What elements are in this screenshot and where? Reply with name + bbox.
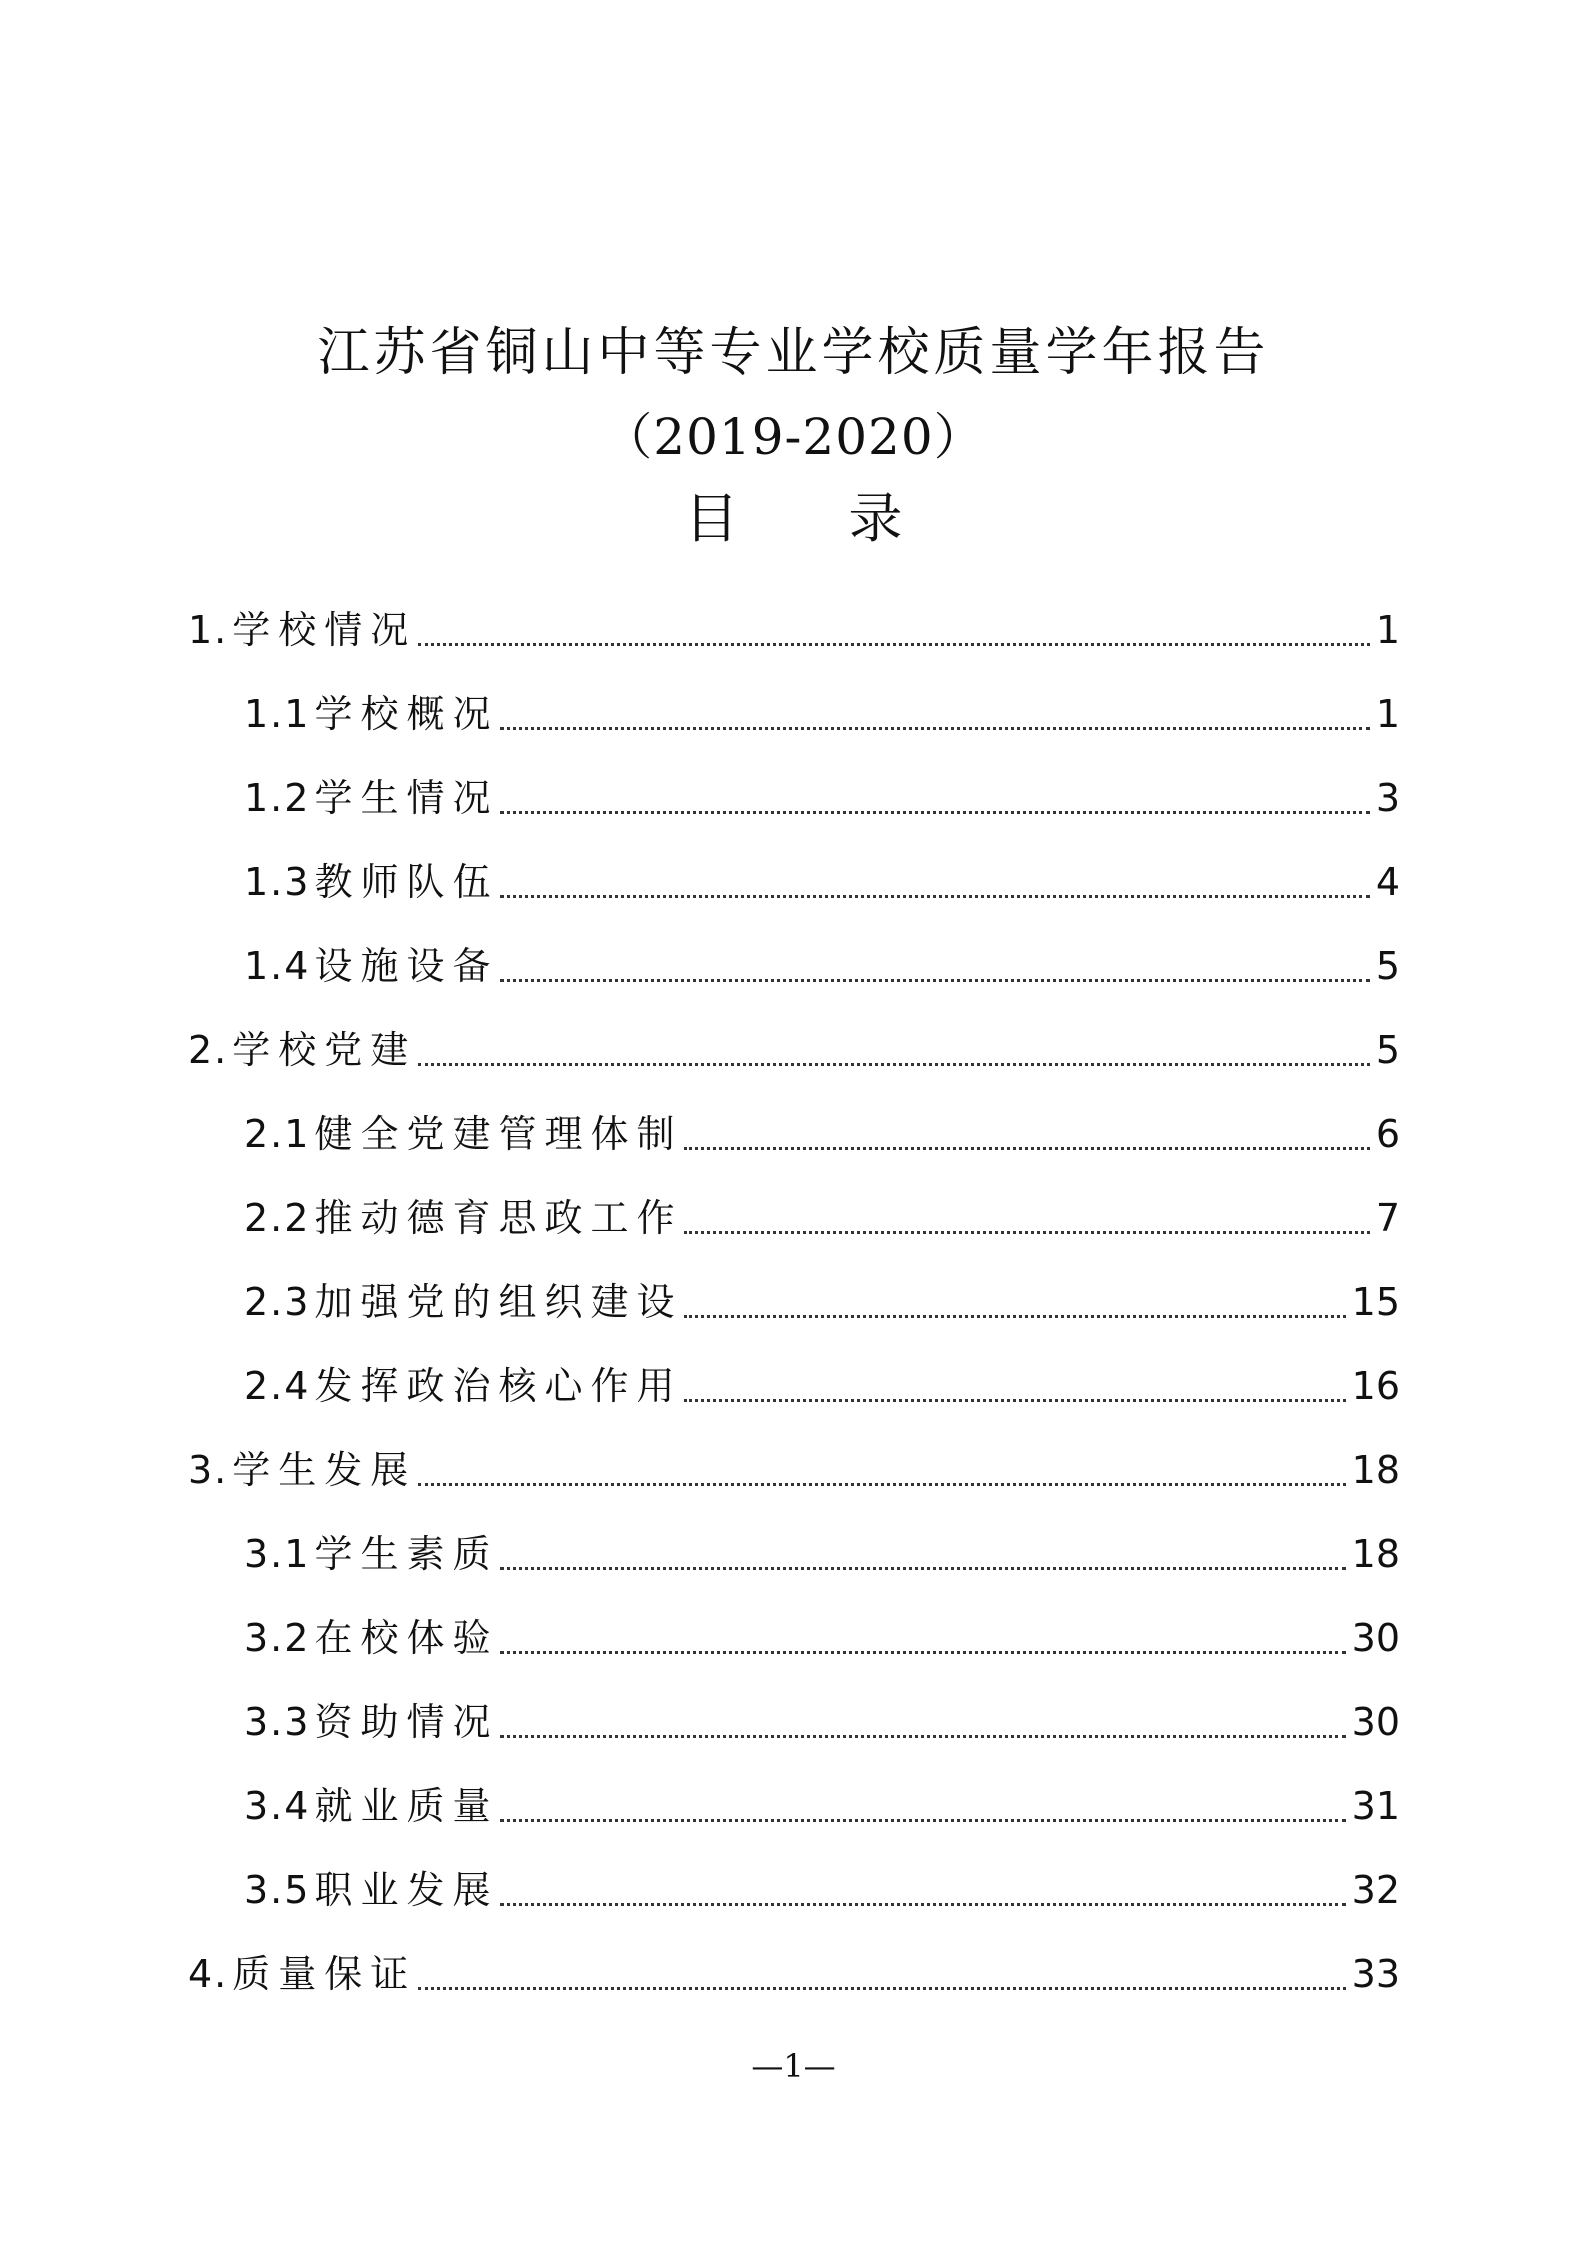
toc-entry-label: 职业发展	[314, 1868, 499, 1912]
toc-entry-label: 发挥政治核心作用	[314, 1364, 683, 1408]
toc-entry-label: 学生素质	[314, 1532, 499, 1576]
toc-entry-page: 5	[1375, 1028, 1400, 1072]
toc-entry-number: 4.	[188, 1952, 229, 1996]
toc-entry-3-4[interactable]	[244, 1776, 1400, 1836]
toc-entry-number: 2.2	[244, 1196, 311, 1240]
toc-entry-number: 3.	[188, 1448, 229, 1492]
dot-leader	[418, 1063, 1370, 1066]
toc-entry-number: 2.4	[244, 1364, 311, 1408]
toc-entry-page: 16	[1351, 1364, 1400, 1408]
dot-leader	[500, 1651, 1345, 1654]
toc-entry-1-4[interactable]	[244, 936, 1400, 996]
toc-entry-label: 就业质量	[314, 1784, 499, 1828]
page-number: —1—	[751, 2047, 836, 2085]
toc-entry-2-1[interactable]	[244, 1104, 1400, 1164]
toc-entry-1[interactable]	[188, 600, 1400, 660]
toc-entry-number: 1.2	[244, 776, 311, 820]
toc-entry-label: 推动德育思政工作	[314, 1196, 683, 1240]
toc-entry-number: 3.2	[244, 1616, 311, 1660]
toc-entry-number: 1.3	[244, 860, 311, 904]
toc-entry-page: 18	[1351, 1448, 1400, 1492]
toc-entry-label: 加强党的组织建设	[314, 1280, 683, 1324]
dot-leader	[500, 1567, 1345, 1570]
document-title: 江苏省铜山中等专业学校质量学年报告	[317, 323, 1270, 383]
dot-leader	[500, 895, 1369, 898]
toc-entry-number: 2.1	[244, 1112, 311, 1156]
toc-entry-number: 3.1	[244, 1532, 311, 1576]
toc-entry-label: 学校概况	[314, 692, 499, 736]
toc-entry-1-2[interactable]	[244, 768, 1400, 828]
dot-leader	[500, 727, 1369, 730]
dot-leader	[684, 1147, 1369, 1150]
toc-entry-number: 2.3	[244, 1280, 311, 1324]
toc-heading: 目录	[684, 487, 1013, 550]
dot-leader	[684, 1399, 1345, 1402]
dot-leader	[500, 1819, 1345, 1822]
toc-entry-page: 30	[1351, 1700, 1400, 1744]
toc-entry-number: 3.5	[244, 1868, 311, 1912]
toc-entry-number: 1.1	[244, 692, 311, 736]
dot-leader	[500, 979, 1369, 982]
toc-entry-page: 30	[1351, 1616, 1400, 1660]
dot-leader	[684, 1315, 1345, 1318]
toc-entry-label: 质量保证	[232, 1952, 417, 1996]
toc-entry-page: 1	[1375, 608, 1400, 652]
toc-entry-page: 32	[1351, 1868, 1400, 1912]
toc-entry-page: 7	[1375, 1196, 1400, 1240]
toc-entry-number: 2.	[188, 1028, 229, 1072]
toc-entry-number: 1.	[188, 608, 229, 652]
toc-entry-1-1[interactable]	[244, 684, 1400, 744]
toc-entry-label: 在校体验	[314, 1616, 499, 1660]
toc-entry-number: 3.3	[244, 1700, 311, 1744]
toc-entry-page: 6	[1375, 1112, 1400, 1156]
toc-entry-3-5[interactable]	[244, 1860, 1400, 1920]
dot-leader	[418, 1987, 1345, 1990]
toc-entry-number: 1.4	[244, 944, 311, 988]
toc-entry-page: 33	[1351, 1952, 1400, 1996]
toc-entry-label: 学生发展	[232, 1448, 417, 1492]
toc-entry-label: 学校党建	[232, 1028, 417, 1072]
toc-entry-2-3[interactable]	[244, 1272, 1400, 1332]
toc-entry-page: 15	[1351, 1280, 1400, 1324]
toc-entry-label: 健全党建管理体制	[314, 1112, 683, 1156]
toc-entry-page: 31	[1351, 1784, 1400, 1828]
toc-entry-page: 3	[1375, 776, 1400, 820]
dot-leader	[500, 811, 1369, 814]
toc-entry-label: 设施设备	[314, 944, 499, 988]
toc-entry-2-2[interactable]	[244, 1188, 1400, 1248]
toc-entry-label: 学生情况	[314, 776, 499, 820]
toc-entry-label: 教师队伍	[314, 860, 499, 904]
dot-leader	[500, 1903, 1345, 1906]
toc-entry-label: 学校情况	[232, 608, 417, 652]
toc-entry-number: 3.4	[244, 1784, 311, 1828]
toc-entry-2[interactable]	[188, 1020, 1400, 1080]
toc-entry-3-2[interactable]	[244, 1608, 1400, 1668]
toc-entry-label: 资助情况	[314, 1700, 499, 1744]
toc-entry-3[interactable]	[188, 1440, 1400, 1500]
toc-entry-4[interactable]	[188, 1944, 1400, 2004]
dot-leader	[684, 1231, 1369, 1234]
toc-entry-page: 18	[1351, 1532, 1400, 1576]
toc-entry-2-4[interactable]	[244, 1356, 1400, 1416]
toc-entry-3-1[interactable]	[244, 1524, 1400, 1584]
toc-entry-1-3[interactable]	[244, 852, 1400, 912]
dot-leader	[500, 1735, 1345, 1738]
document-years: （2019-2020）	[602, 408, 985, 466]
toc-entry-page: 1	[1375, 692, 1400, 736]
toc-entry-page: 4	[1375, 860, 1400, 904]
toc-entry-3-3[interactable]	[244, 1692, 1400, 1752]
dot-leader	[418, 1483, 1345, 1486]
dot-leader	[418, 643, 1370, 646]
toc-entry-page: 5	[1375, 944, 1400, 988]
